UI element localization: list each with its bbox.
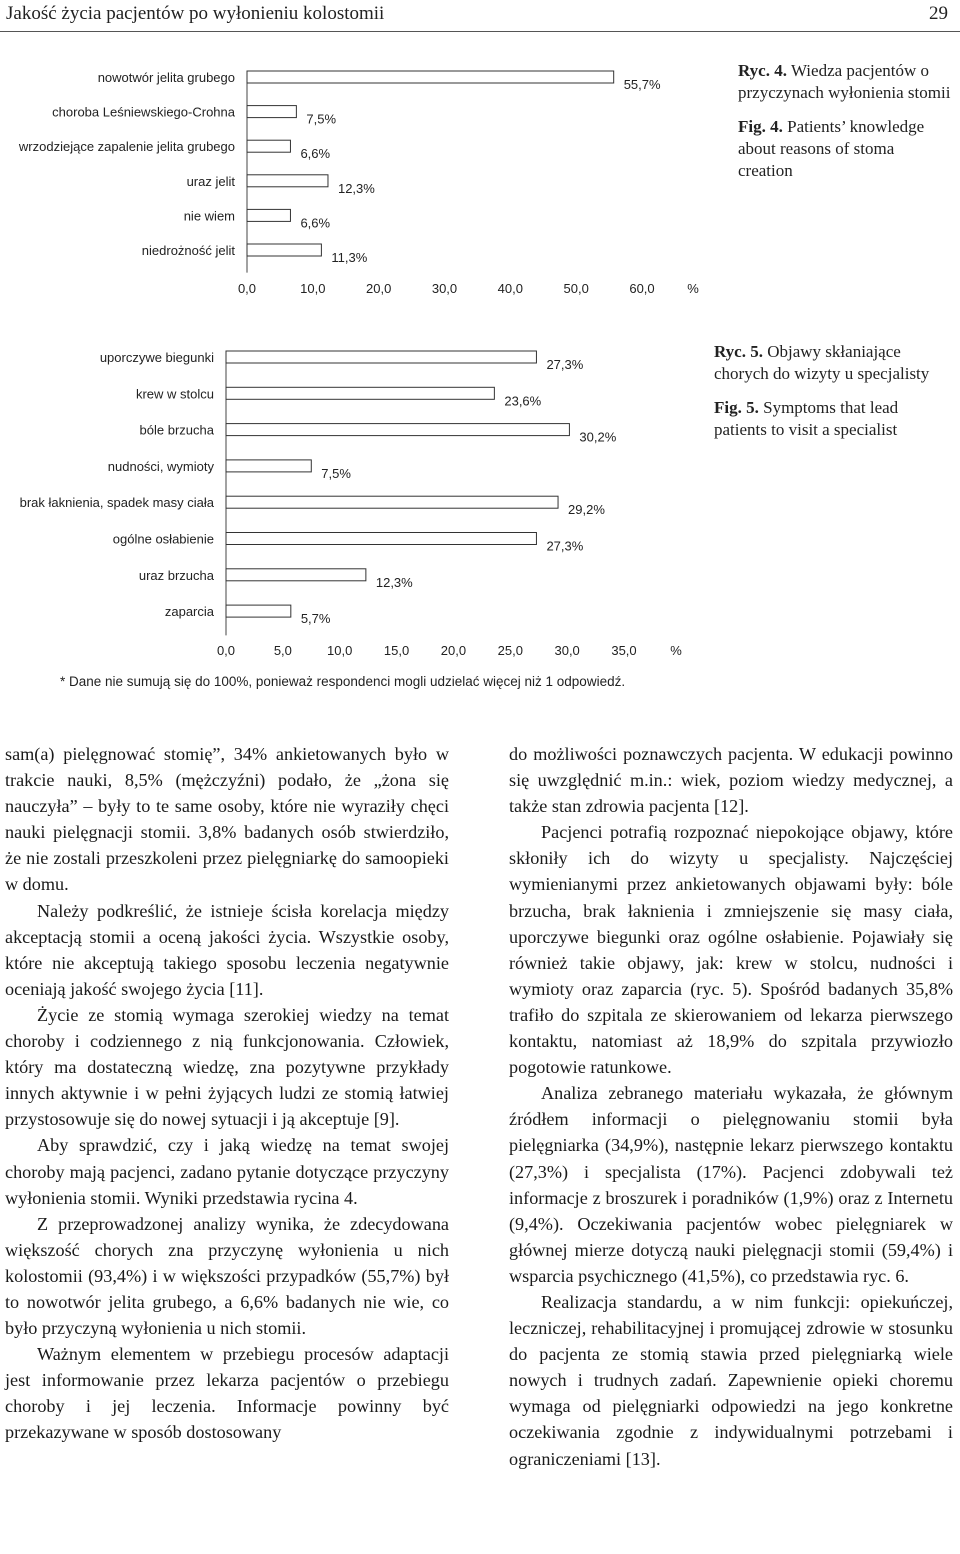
paragraph: Należy podkreślić, że istnieje ścisła korelacja między akceptacją stomii a oceną jakości życia. Wszystkie osoby, które nie akceptują takiego sposobu leczenia negatywnie oceniają jakość swojego życia [11]. [5,900,449,999]
category-label: nowotwór jelita grubego [97,70,235,85]
bar [247,71,614,83]
x-tick-label: 30,0 [431,281,458,296]
category-label: bóle brzucha [139,422,214,438]
caption-text-pl: Objawy skłaniające chorych do wizyty u specjalisty [714,342,930,383]
category-label: wrzodziejące zapalenie jelita grubego [18,139,235,155]
data-label: 23,6% [504,393,542,409]
data-label: 12,3% [337,180,375,196]
data-label: 6,6% [300,146,331,162]
x-tick-label: 40,0 [497,281,523,296]
data-label: 30,2% [579,429,617,445]
chart-fig5 [0,330,720,660]
header-rule [0,31,960,32]
bar [226,605,291,617]
page-number: 29 [929,3,948,24]
paragraph: sam(a) pielęgnować stomię”, 34% ankietowanych było w trakcie nauki, 8,5% (mężczyźni) podało, że „żona się nauczyła” – były to te same osoby, które nie wyraziły chęci nauki pielęgnacji stomii. 3,8% badanych osób stwierdziło, że nie zostali przeszkoleni przez pielęgniarkę do samoopieki w domu. [5,744,449,895]
x-unit-label: % [670,643,682,658]
category-label: nie wiem [183,208,235,224]
category-label: niedrożność jelit [141,243,235,258]
category-label: krew w stolcu [135,386,214,402]
bar [226,496,558,508]
category-label: brak łaknienia, spadek masy ciała [19,495,214,511]
bar [226,387,494,399]
x-tick-label: 10,0 [300,281,326,296]
x-tick-label: 50,0 [563,281,589,296]
running-header [0,0,960,34]
x-tick-label: 20,0 [366,281,392,296]
text-column-right [509,741,953,1472]
category-label: choroba Leśniewskiego-Crohna [52,104,235,120]
x-tick-label: 25,0 [497,643,523,658]
x-tick-label: 35,0 [611,643,637,658]
paragraph: Aby sprawdzić, czy i jaką wiedzę na temat swojej choroby mają pacjenci, zadano pytanie dotyczące przyczyny wyłonienia stomii. Wyniki przedstawia rycina 4. [5,1135,449,1208]
caption-label-pl: Ryc. 4. [738,61,787,80]
paragraph: Ważnym elementem w przebiegu procesów adaptacji jest informowanie przez lekarza pacjentów o przebiegu choroby i jej leczenia. Informacje powinny być przekazywane w sposób dostosowany [5,1344,449,1443]
category-label: ogólne osłabienie [112,531,214,547]
paragraph: Analiza zebranego materiału wykazała, że głównym źródłem informacji o pielęgnowaniu stomii była pielęgniarka (34,9%), następnie lekarz pierwszego kontaktu (27,3%) i specjalista (17%). Pacjenci zdobywali też informacje z broszurek i poradników (1,9%) oraz z Internetu (9,4%). Oczekiwania pacjentów wobec pielęgniarek w głównej mierze dotyczą nauki pielęgnacji stomii (59,4%) i wsparcia psychicznego (41,5%), co przedstawia ryc. 6. [509,1083,953,1286]
category-label: zaparcia [164,604,214,620]
paragraph: Z przeprowadzonej analizy wynika, że zdecydowana większość chorych zna przyczynę wyłonienia u nich kolostomii (93,4%) i w większości przypadków (55,7%) był to nowotwór jelita grubego, a 6,6% badanych nie wie, co było przyczyną wyłonienia u nich stomii. [5,1213,449,1339]
data-label: 12,3% [375,574,413,590]
data-label: 27,3% [546,538,584,554]
category-label: uraz jelit [186,173,235,189]
data-label: 5,7% [300,611,331,627]
caption-text-pl: Wiedza pacjentów o przyczynach wyłonienia stomii [738,61,951,102]
paragraph: Życie ze stomią wymaga szerokiej wiedzy na temat choroby i codziennego z nią funkcjonowania. Człowiek, który ma dostateczną wiedzę, zna pozytywne przykłady innych aktywnie i w pełni żyjących ludzi ze stomią łatwiej przystosowuje się do nowej sytuacji i ją akceptuje [9]. [5,1004,449,1130]
data-label: 55,7% [623,77,661,92]
category-label: uporczywe biegunki [99,350,214,365]
chart-fig4 [0,50,720,350]
bar [247,140,290,152]
bar [226,460,311,472]
bar [247,209,290,221]
caption-label-pl: Ryc. 5. [714,342,763,361]
text-column-left [5,741,449,1446]
data-label: 6,6% [300,215,331,231]
bar [226,424,569,436]
data-label: 11,3% [331,250,368,265]
x-tick-label: 20,0 [440,643,467,658]
x-tick-label: 0,0 [216,643,236,658]
category-label: uraz brzucha [138,567,214,583]
x-tick-label: 30,0 [554,643,580,658]
bar [226,533,536,545]
paragraph: do możliwości poznawczych pacjenta. W edukacji powinno się uwzględnić m.in.: wiek, poziom wiedzy medycznej, a także stan zdrowia pacjenta [12]. [509,744,953,817]
x-tick-label: 0,0 [237,281,257,296]
paragraph: Pacjenci potrafią rozpoznać niepokojące objawy, które skłoniły ich do wizyty u specjalisty. Najczęściej wymienianymi przez ankietowanych objawami były: bóle brzucha, brak łaknienia i zmniejszenie się masy ciała, uporczywe biegunki oraz ogólne osłabienie. Pojawiały się również takie objawy, jak: krew w stolcu, nudności i wymioty oraz zaparcia (ryc. 5). Spośród badanych 35,8% trafiło do szpitala ze skierowaniem od lekarza pierwszego kontaktu, natomiast aż 18,9% do szpitala przywiozło pogotowie ratunkowe. [509,822,953,1078]
data-label: 27,3% [546,357,584,372]
x-tick-label: 15,0 [383,643,410,658]
bar [226,351,536,363]
bar [247,244,321,256]
data-label: 7,5% [306,111,337,127]
caption-fig4 [738,60,953,182]
category-label: nudności, wymioty [107,458,214,474]
x-unit-label: % [687,281,699,296]
x-tick-label: 5,0 [273,643,292,658]
caption-text-en: Patients’ knowledge about reasons of stoma creation [738,117,925,180]
caption-label-en: Fig. 5. [714,398,759,417]
x-tick-label: 10,0 [327,643,353,658]
caption-fig5 [714,341,934,441]
bar [226,569,366,581]
bar [247,175,328,187]
caption-text-en: Symptoms that lead patients to visit a specialist [714,398,899,439]
bar [247,106,296,118]
chart-footnote: * Dane nie sumują się do 100%, ponieważ respondenci mogli udzielać więcej niż 1 odpowiedź. [60,674,626,689]
caption-label-en: Fig. 4. [738,117,783,136]
x-tick-label: 60,0 [629,281,655,296]
running-title: Jakość życia pacjentów po wyłonieniu kolostomii [6,3,385,24]
data-label: 29,2% [568,502,605,518]
data-label: 7,5% [321,465,351,481]
paragraph: Realizacja standardu, a w nim funkcji: opiekuńczej, leczniczej, rehabilitacyjnej i promującej zdrowie w stosunku do pacjenta ze stomią stawia przed pielęgniarką wiele nowych i trudnych zadań. Zapewnienie opieki choremu wymaga od pielęgniarki odpowiedzi na jego konkretne oczekiwania zgodnie z indywidualnymi potrzebami i ograniczeniami [13]. [509,1291,953,1469]
